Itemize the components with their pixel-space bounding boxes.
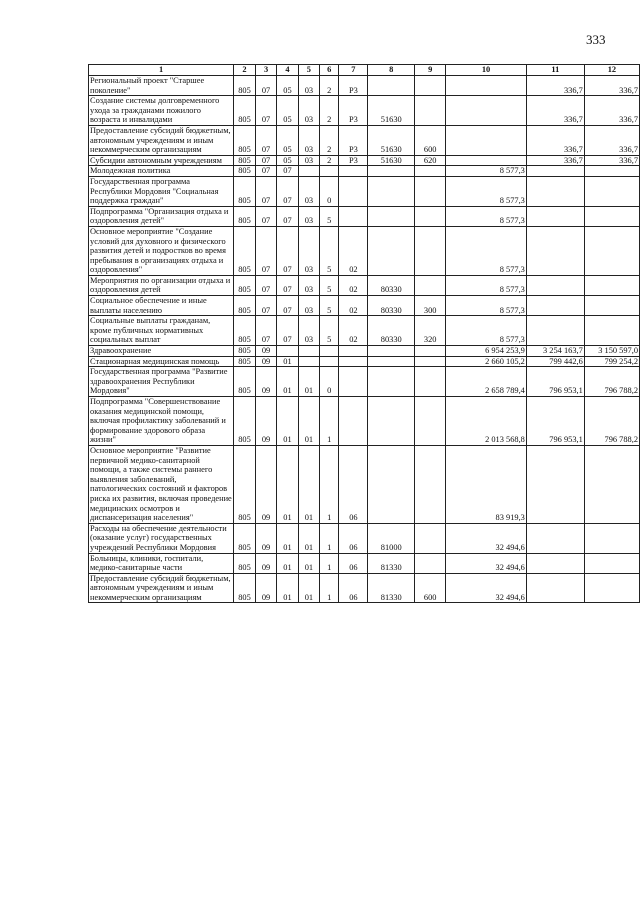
subprogram-cell <box>320 356 339 367</box>
amount-year3-cell <box>584 296 639 316</box>
program-cell <box>298 166 319 177</box>
column-header: 2 <box>234 65 256 76</box>
event-cell <box>339 397 368 446</box>
program-cell: 01 <box>298 573 319 603</box>
amount-year1-cell <box>446 155 527 166</box>
direction-cell <box>368 206 415 226</box>
amount-year1-cell: 6 954 253,9 <box>446 346 527 357</box>
section-cell: 07 <box>255 226 276 275</box>
subsection-cell: 07 <box>277 316 298 346</box>
section-cell: 07 <box>255 155 276 166</box>
expense-type-cell <box>415 356 446 367</box>
direction-cell: 51630 <box>368 125 415 155</box>
section-cell: 07 <box>255 96 276 126</box>
expense-type-cell: 320 <box>415 316 446 346</box>
row-name-cell: Больницы, клиники, госпитали, медико-санитарные части <box>89 553 234 573</box>
table-row <box>89 166 640 177</box>
amount-year2-cell <box>526 523 584 553</box>
table-row <box>89 346 640 357</box>
direction-cell <box>368 397 415 446</box>
expense-type-cell <box>415 275 446 295</box>
amount-year2-cell <box>526 316 584 346</box>
program-cell <box>298 346 319 357</box>
amount-year2-cell <box>526 445 584 523</box>
section-cell: 07 <box>255 176 276 206</box>
section-cell: 07 <box>255 206 276 226</box>
expense-type-cell <box>415 367 446 397</box>
row-name-cell: Подпрограмма "Совершенствование оказания медицинской помощи, включая профилактику заболеваний и формирование здорового образа жизни" <box>89 397 234 446</box>
row-name-cell: Подпрограмма "Организация отдыха и оздоровления детей" <box>89 206 234 226</box>
amount-year2-cell: 799 442,6 <box>526 356 584 367</box>
direction-cell: 81330 <box>368 553 415 573</box>
program-cell: 01 <box>298 523 319 553</box>
section-cell: 09 <box>255 553 276 573</box>
table-row <box>89 96 640 126</box>
row-name-cell: Субсидии автономным учреждениям <box>89 155 234 166</box>
code-cell: 805 <box>234 125 256 155</box>
table-row <box>89 367 640 397</box>
row-name-cell: Основное мероприятие "Развитие первичной медико-санитарной помощи, а также системы раннего выявления заболеваний, патологических состояний и факторов риска их развития, включая проведение медицинских осмотров и диспансеризация населения" <box>90 445 232 523</box>
program-cell: 03 <box>298 296 319 316</box>
code-cell: 805 <box>234 397 256 446</box>
event-cell <box>339 356 368 367</box>
page-number: 333 <box>586 32 606 47</box>
subprogram-cell: 2 <box>320 96 339 126</box>
amount-year2-cell <box>526 176 584 206</box>
amount-year3-cell <box>584 553 639 573</box>
section-cell: 09 <box>255 346 276 357</box>
expense-type-cell <box>415 76 446 96</box>
column-header: 5 <box>298 65 319 76</box>
event-cell: 06 <box>339 445 368 523</box>
amount-year1-cell: 8 577,3 <box>446 166 527 177</box>
expense-type-cell: 300 <box>415 296 446 316</box>
amount-year1-cell <box>446 76 527 96</box>
program-cell: 03 <box>298 206 319 226</box>
event-cell: P3 <box>339 76 368 96</box>
program-cell: 03 <box>298 316 319 346</box>
code-cell: 805 <box>234 346 256 357</box>
amount-year2-cell: 796 953,1 <box>526 397 584 446</box>
table-row <box>89 356 640 367</box>
amount-year3-cell: 796 788,2 <box>584 397 639 446</box>
expense-type-cell <box>415 206 446 226</box>
subsection-cell: 07 <box>277 206 298 226</box>
expense-type-cell: 620 <box>415 155 446 166</box>
subprogram-cell: 1 <box>320 445 339 523</box>
amount-year1-cell: 32 494,6 <box>446 523 527 553</box>
amount-year3-cell: 799 254,2 <box>584 356 639 367</box>
amount-year3-cell <box>584 573 639 603</box>
code-cell: 805 <box>234 356 256 367</box>
amount-year1-cell: 8 577,3 <box>446 176 527 206</box>
amount-year2-cell: 336,7 <box>526 96 584 126</box>
direction-cell <box>368 176 415 206</box>
code-cell: 805 <box>234 275 256 295</box>
amount-year1-cell: 8 577,3 <box>446 226 527 275</box>
code-cell: 805 <box>234 523 256 553</box>
row-name-cell: Социальные выплаты гражданам, кроме публичных нормативных социальных выплат <box>89 316 234 346</box>
amount-year2-cell: 336,7 <box>526 125 584 155</box>
subprogram-cell: 0 <box>320 176 339 206</box>
subprogram-cell: 5 <box>320 206 339 226</box>
program-cell: 03 <box>298 226 319 275</box>
section-cell: 07 <box>255 275 276 295</box>
code-cell: 805 <box>234 573 256 603</box>
column-header: 9 <box>415 65 446 76</box>
direction-cell <box>368 356 415 367</box>
amount-year1-cell <box>446 96 527 126</box>
code-cell: 805 <box>234 296 256 316</box>
row-name-cell: Социальное обеспечение и иные выплаты населению <box>89 296 234 316</box>
code-cell: 805 <box>234 445 256 523</box>
expense-type-cell: 600 <box>415 573 446 603</box>
event-cell: 06 <box>339 573 368 603</box>
subprogram-cell: 5 <box>320 316 339 346</box>
subprogram-cell: 0 <box>320 367 339 397</box>
amount-year3-cell <box>584 275 639 295</box>
section-cell: 07 <box>255 296 276 316</box>
row-name-cell: Предоставление субсидий бюджетным, автономным учреждениям и иным некоммерческим организациям <box>89 125 234 155</box>
amount-year1-cell: 32 494,6 <box>446 553 527 573</box>
event-cell <box>339 176 368 206</box>
direction-cell <box>368 76 415 96</box>
program-cell: 03 <box>298 155 319 166</box>
section-cell: 09 <box>255 573 276 603</box>
amount-year3-cell: 336,7 <box>584 96 639 126</box>
amount-year3-cell: 336,7 <box>584 155 639 166</box>
budget-table <box>88 64 640 603</box>
event-cell: 02 <box>339 226 368 275</box>
column-header: 8 <box>368 65 415 76</box>
event-cell: 06 <box>339 523 368 553</box>
subsection-cell: 07 <box>277 275 298 295</box>
row-name-cell: Основное мероприятие "Создание условий для духовного и физического развития детей и подростков во время пребывания в организациях отдыха и оздоровления" <box>89 226 234 275</box>
amount-year3-cell: 3 150 597,0 <box>584 346 639 357</box>
amount-year3-cell: 336,7 <box>584 76 639 96</box>
row-name-cell: Региональный проект "Старшее поколение" <box>89 76 234 96</box>
subsection-cell: 01 <box>277 523 298 553</box>
direction-cell <box>368 166 415 177</box>
amount-year3-cell <box>584 316 639 346</box>
direction-cell: 51630 <box>368 96 415 126</box>
subsection-cell: 01 <box>277 367 298 397</box>
section-cell: 09 <box>255 523 276 553</box>
column-header: 10 <box>446 65 527 76</box>
column-header: 12 <box>584 65 639 76</box>
program-cell: 03 <box>298 275 319 295</box>
amount-year3-cell: 336,7 <box>584 125 639 155</box>
section-cell: 09 <box>255 445 276 523</box>
subsection-cell: 01 <box>277 445 298 523</box>
amount-year2-cell <box>526 226 584 275</box>
subprogram-cell: 1 <box>320 553 339 573</box>
code-cell: 805 <box>234 155 256 166</box>
amount-year2-cell: 336,7 <box>526 155 584 166</box>
code-cell: 805 <box>234 176 256 206</box>
amount-year3-cell <box>584 166 639 177</box>
row-name-cell: Предоставление субсидий бюджетным, автономным учреждениям и иным некоммерческим организациям <box>89 573 234 603</box>
code-cell: 805 <box>234 553 256 573</box>
amount-year1-cell: 32 494,6 <box>446 573 527 603</box>
subprogram-cell: 5 <box>320 275 339 295</box>
event-cell: P3 <box>339 155 368 166</box>
amount-year3-cell <box>584 176 639 206</box>
table-row <box>89 397 640 446</box>
table-body <box>89 76 640 603</box>
amount-year3-cell <box>584 523 639 553</box>
amount-year2-cell <box>526 573 584 603</box>
amount-year1-cell: 2 658 789,4 <box>446 367 527 397</box>
table-header-row <box>89 65 640 76</box>
row-name-cell: Государственная программа Республики Мордовия "Социальная поддержка граждан" <box>89 176 234 206</box>
direction-cell: 51630 <box>368 155 415 166</box>
column-header: 6 <box>320 65 339 76</box>
subsection-cell: 01 <box>277 553 298 573</box>
table-row <box>89 155 640 166</box>
amount-year3-cell: 796 788,2 <box>584 367 639 397</box>
subprogram-cell <box>320 346 339 357</box>
subsection-cell: 05 <box>277 155 298 166</box>
code-cell: 805 <box>234 76 256 96</box>
column-header: 1 <box>89 65 234 76</box>
event-cell <box>339 346 368 357</box>
event-cell: 02 <box>339 316 368 346</box>
section-cell: 07 <box>255 125 276 155</box>
table-row <box>89 176 640 206</box>
amount-year2-cell <box>526 296 584 316</box>
section-cell: 07 <box>255 76 276 96</box>
subsection-cell: 01 <box>277 573 298 603</box>
amount-year1-cell: 83 919,3 <box>446 445 527 523</box>
amount-year1-cell: 8 577,3 <box>446 316 527 346</box>
subprogram-cell: 2 <box>320 125 339 155</box>
table-row <box>89 296 640 316</box>
amount-year2-cell <box>526 206 584 226</box>
code-cell: 805 <box>234 367 256 397</box>
amount-year1-cell: 8 577,3 <box>446 296 527 316</box>
expense-type-cell <box>415 176 446 206</box>
direction-cell <box>368 226 415 275</box>
subprogram-cell <box>320 166 339 177</box>
row-name-cell: Молодежная политика <box>89 166 234 177</box>
subprogram-cell: 1 <box>320 573 339 603</box>
amount-year1-cell: 2 013 568,8 <box>446 397 527 446</box>
section-cell: 09 <box>255 397 276 446</box>
table-row <box>89 553 640 573</box>
subprogram-cell: 5 <box>320 296 339 316</box>
program-cell: 03 <box>298 125 319 155</box>
row-name-cell: Государственная программа "Развитие здравоохранения Республики Мордовия" <box>89 367 234 397</box>
table-row <box>89 316 640 346</box>
amount-year3-cell <box>584 206 639 226</box>
program-cell: 01 <box>298 445 319 523</box>
section-cell: 09 <box>255 356 276 367</box>
amount-year2-cell: 336,7 <box>526 76 584 96</box>
code-cell: 805 <box>234 166 256 177</box>
row-name-cell: Здравоохранение <box>89 346 234 357</box>
event-cell <box>339 367 368 397</box>
amount-year3-cell <box>584 226 639 275</box>
expense-type-cell <box>415 445 446 523</box>
subprogram-cell: 5 <box>320 226 339 275</box>
subprogram-cell: 2 <box>320 76 339 96</box>
column-header: 11 <box>526 65 584 76</box>
table-row <box>89 573 640 603</box>
expense-type-cell: 600 <box>415 125 446 155</box>
row-name-cell: Мероприятия по организации отдыха и оздоровления детей <box>89 275 234 295</box>
amount-year1-cell: 8 577,3 <box>446 206 527 226</box>
subsection-cell: 05 <box>277 96 298 126</box>
subsection-cell: 05 <box>277 76 298 96</box>
direction-cell: 80330 <box>368 296 415 316</box>
expense-type-cell <box>415 553 446 573</box>
table-row <box>89 226 640 275</box>
subsection-cell: 07 <box>277 296 298 316</box>
subprogram-cell: 2 <box>320 155 339 166</box>
row-name-cell: Создание системы долговременного ухода за гражданами пожилого возраста и инвалидами <box>89 96 234 126</box>
column-header: 4 <box>277 65 298 76</box>
amount-year2-cell <box>526 553 584 573</box>
subsection-cell: 07 <box>277 166 298 177</box>
event-cell <box>339 206 368 226</box>
program-cell <box>298 356 319 367</box>
table-row <box>89 445 640 523</box>
table-row <box>89 206 640 226</box>
direction-cell: 80330 <box>368 316 415 346</box>
subsection-cell: 07 <box>277 176 298 206</box>
expense-type-cell <box>415 397 446 446</box>
amount-year2-cell <box>526 166 584 177</box>
code-cell: 805 <box>234 316 256 346</box>
table-row <box>89 523 640 553</box>
expense-type-cell <box>415 523 446 553</box>
amount-year1-cell <box>446 125 527 155</box>
expense-type-cell <box>415 226 446 275</box>
event-cell: P3 <box>339 125 368 155</box>
subprogram-cell: 1 <box>320 397 339 446</box>
event-cell: 02 <box>339 275 368 295</box>
expense-type-cell <box>415 96 446 126</box>
code-cell: 805 <box>234 206 256 226</box>
event-cell: 02 <box>339 296 368 316</box>
program-cell: 01 <box>298 397 319 446</box>
code-cell: 805 <box>234 96 256 126</box>
subsection-cell: 01 <box>277 397 298 446</box>
expense-type-cell <box>415 346 446 357</box>
subsection-cell: 07 <box>277 226 298 275</box>
code-cell: 805 <box>234 226 256 275</box>
program-cell: 03 <box>298 96 319 126</box>
direction-cell: 80330 <box>368 275 415 295</box>
row-name-cell: Расходы на обеспечение деятельности (оказание услуг) государственных учреждений Республики Мордовия <box>89 523 234 553</box>
direction-cell: 81000 <box>368 523 415 553</box>
program-cell: 03 <box>298 76 319 96</box>
subsection-cell <box>277 346 298 357</box>
subsection-cell: 05 <box>277 125 298 155</box>
table-row <box>89 125 640 155</box>
expense-type-cell <box>415 166 446 177</box>
event-cell: 06 <box>339 553 368 573</box>
program-cell: 01 <box>298 553 319 573</box>
direction-cell <box>368 445 415 523</box>
subsection-cell: 01 <box>277 356 298 367</box>
section-cell: 09 <box>255 367 276 397</box>
event-cell: P3 <box>339 96 368 126</box>
column-header: 7 <box>339 65 368 76</box>
amount-year3-cell <box>584 445 639 523</box>
direction-cell <box>368 346 415 357</box>
table-row <box>89 275 640 295</box>
table-row <box>89 76 640 96</box>
section-cell: 07 <box>255 166 276 177</box>
column-header: 3 <box>255 65 276 76</box>
direction-cell <box>368 367 415 397</box>
program-cell: 03 <box>298 176 319 206</box>
program-cell: 01 <box>298 367 319 397</box>
event-cell <box>339 166 368 177</box>
amount-year2-cell: 796 953,1 <box>526 367 584 397</box>
amount-year2-cell <box>526 275 584 295</box>
section-cell: 07 <box>255 316 276 346</box>
direction-cell: 81330 <box>368 573 415 603</box>
amount-year2-cell: 3 254 163,7 <box>526 346 584 357</box>
row-name-cell: Стационарная медицинская помощь <box>89 356 234 367</box>
subprogram-cell: 1 <box>320 523 339 553</box>
amount-year1-cell: 2 660 105,2 <box>446 356 527 367</box>
amount-year1-cell: 8 577,3 <box>446 275 527 295</box>
